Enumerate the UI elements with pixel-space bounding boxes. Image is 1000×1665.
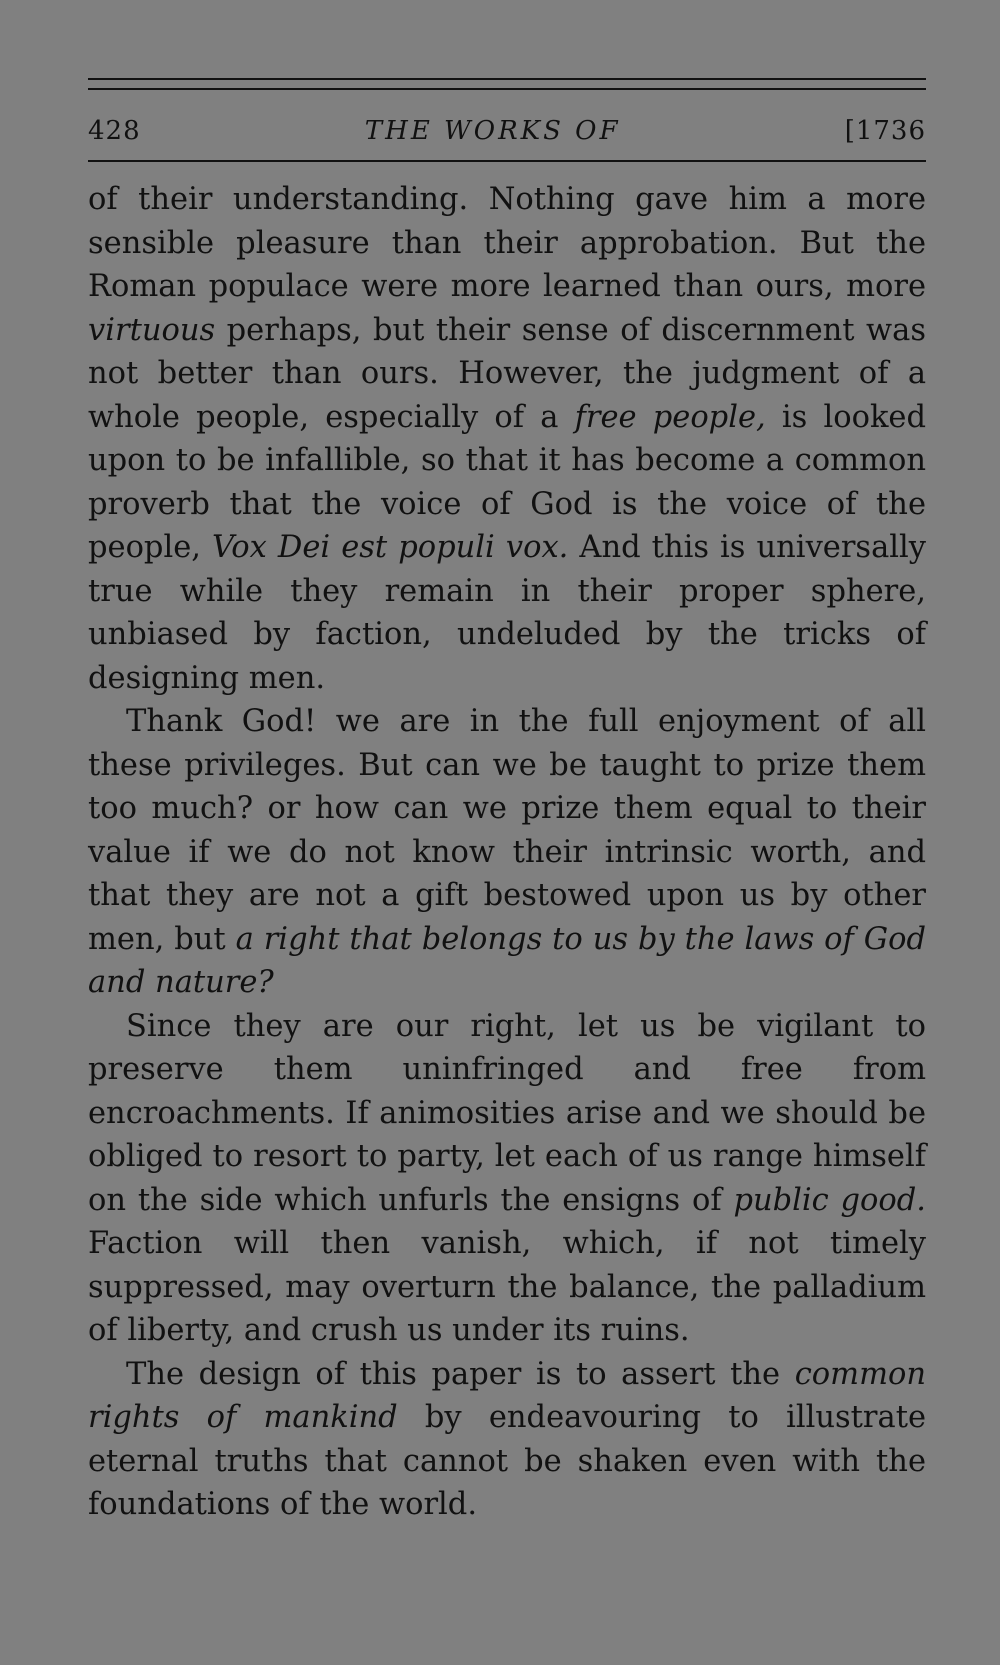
paragraph <box>88 1005 926 1353</box>
body-text <box>88 178 926 1527</box>
text-segment: of their understanding. Nothing gave him a more sensible pleasure than their approbation. But the Roman populace were more learned than ours, more <box>88 182 926 304</box>
running-head <box>88 116 926 146</box>
text-segment: Faction will then vanish, which, if not timely suppressed, may overturn the balance, the palladium of liberty, and crush us under its ruins. <box>88 1226 926 1348</box>
book-page <box>88 78 926 1527</box>
paragraph <box>88 1353 926 1527</box>
paragraph <box>88 178 926 700</box>
text-segment: The design of this paper is to assert the <box>126 1356 795 1392</box>
running-title: THE WORKS OF <box>364 116 621 146</box>
italic-text: public good. <box>733 1182 927 1218</box>
header-rule <box>88 160 926 162</box>
italic-text: free people, <box>574 399 766 435</box>
italic-text: a right that belongs to us by the laws of God and nature? <box>88 921 926 1000</box>
paragraph <box>88 700 926 1005</box>
text-segment: is looked upon to be infallible, so that it has become a common proverb that the voice of God is the voice of the people, <box>88 399 927 565</box>
italic-text: virtuous <box>88 312 216 348</box>
italic-text: common rights of mankind <box>88 1356 926 1435</box>
top-double-rule <box>88 78 926 90</box>
page-number: 428 <box>88 116 141 146</box>
text-segment: perhaps, but their sense of discernment was not better than ours. However, the judgment of a whole people, especially of a <box>88 312 926 435</box>
text-segment: Since they are our right, let us be vigilant to preserve them uninfringed and free from encroachments. If animosities arise and we should be obliged to resort to party, let each of us range himself on the side which unfurls the ensigns of <box>88 1008 926 1218</box>
text-segment: by endeavouring to illustrate eternal truths that cannot be shaken even with the foundations of the world. <box>88 1400 927 1522</box>
year-marker: [1736 <box>844 116 926 146</box>
italic-text: Vox Dei est populi vox. <box>212 530 569 565</box>
text-segment: And this is universally true while they remain in their proper sphere, unbiased by faction, undeluded by the tricks of designing men. <box>88 530 927 696</box>
text-segment: Thank God! we are in the full enjoyment of all these privileges. But can we be taught to prize them too much? or how can we prize them equal to their value if we do not know their intrinsic worth, and that they are not a gift bestowed upon us by other men, but <box>88 704 926 957</box>
